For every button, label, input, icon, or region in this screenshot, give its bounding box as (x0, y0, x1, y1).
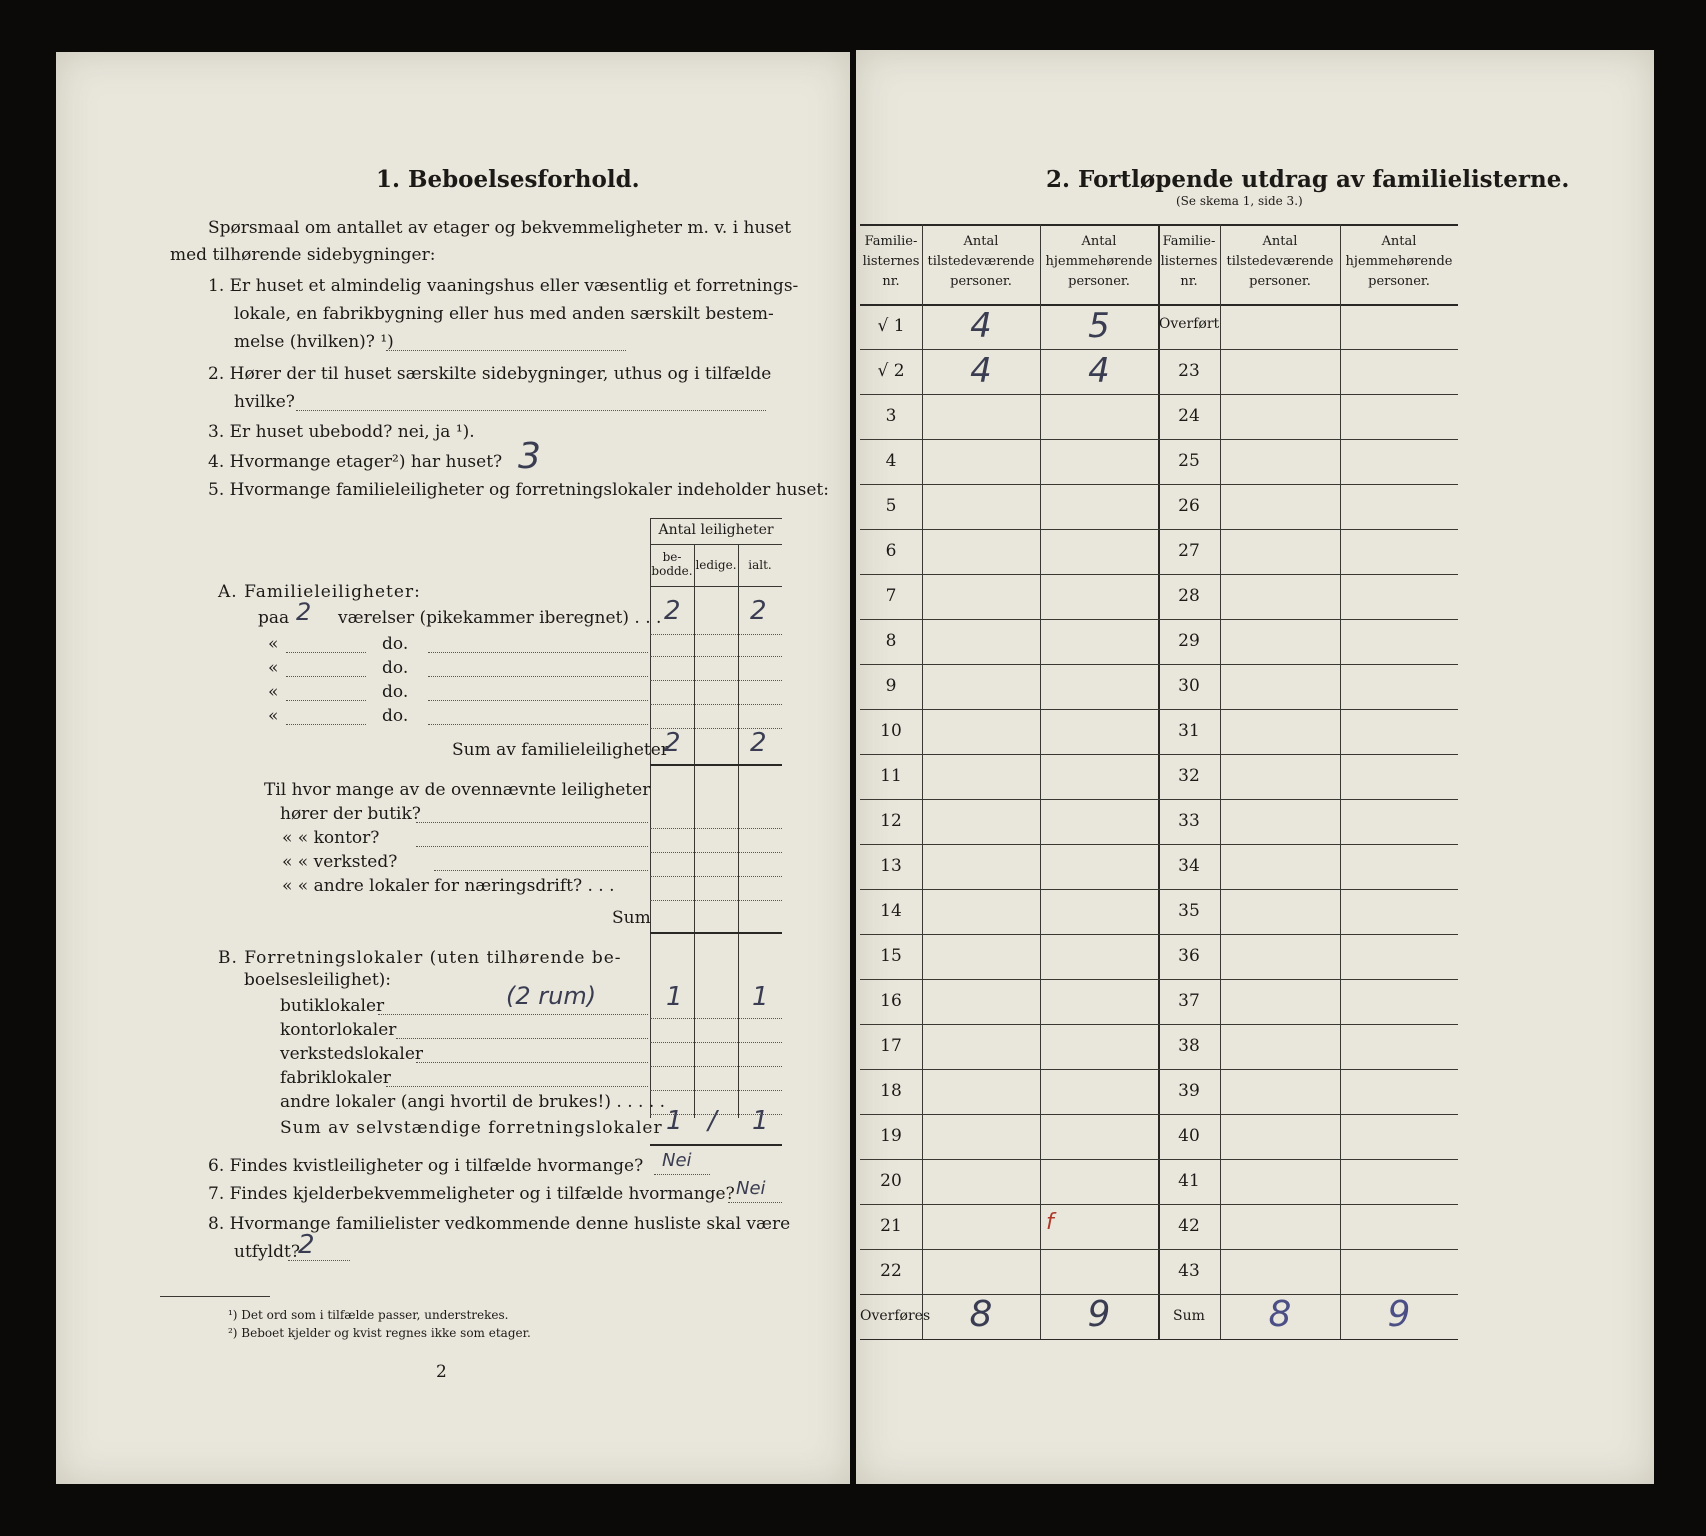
col-ledige: ledige. (695, 558, 737, 572)
b-row-2-rule (650, 1042, 782, 1043)
register-row-nr2: 30 (1178, 676, 1200, 696)
intro-line-2: med tilhørende sidebygninger: (170, 245, 436, 265)
register-row-nr2: 24 (1178, 406, 1200, 426)
sum-selv-ialt: 1 (752, 1106, 769, 1136)
row3-rule (650, 680, 782, 681)
question-2-line-2: hvilke? (234, 392, 295, 412)
b-kontor-label: kontorlokaler (280, 1020, 397, 1040)
b-verksted-leader (416, 1062, 648, 1063)
register-row-rule (860, 664, 1458, 665)
register-row-nr2: 33 (1178, 811, 1200, 831)
section-2-title: 2. Fortløpende utdrag av familielisterne. (1046, 166, 1570, 193)
page-number: 2 (436, 1362, 447, 1382)
b-row-4-rule (650, 1090, 782, 1091)
b-row-3-rule (650, 1066, 782, 1067)
register-row-nr2: 31 (1178, 721, 1200, 741)
do-row-1-quote: « (268, 634, 279, 654)
register-row-present: 4 (970, 306, 992, 346)
register-row-nr: 14 (880, 901, 902, 921)
register-row-nr: √ 1 (877, 316, 905, 336)
register-row-nr2: 43 (1178, 1261, 1200, 1281)
register-header-2: Antal tilstedeværende personer. (927, 234, 1035, 289)
register-row-rule (860, 934, 1458, 935)
register-row-nr2: 25 (1178, 451, 1200, 471)
table-col-divider-2 (738, 544, 739, 1118)
register-col-divider-4 (1220, 224, 1221, 1339)
register-row-nr: 7 (885, 586, 897, 606)
answer-q8: 2 (298, 1230, 315, 1260)
register-row-rule (860, 439, 1458, 440)
register-row-nr2: 36 (1178, 946, 1200, 966)
row4-rule (650, 704, 782, 705)
register-header-5: Antal tilstedeværende personer. (1226, 234, 1334, 289)
do-row-3-quote: « (268, 682, 279, 702)
answer-q7: Nei (736, 1178, 766, 1199)
register-row-nr: 22 (880, 1261, 902, 1281)
left-page (56, 52, 850, 1484)
register-header-4: Familie- listernes nr. (1160, 234, 1218, 289)
table-subheader-rule (650, 544, 782, 545)
register-row-rule (860, 1024, 1458, 1025)
register-row-nr: 8 (885, 631, 897, 651)
question-6: 6. Findes kvistleiligheter og i tilfælde hvormange? (208, 1156, 644, 1176)
section-b-title-2: boelsesleilighet): (244, 970, 392, 990)
till-line-4: « « verksted? (282, 852, 398, 872)
till-line-1: Til hvor mange av de ovennævnte leiligheter (264, 780, 651, 800)
question-3: 3. Er huset ubebodd? nei, ja ¹). (208, 422, 475, 442)
question-2-line-1: 2. Hører der til huset særskilte sidebygninger, uthus og i tilfælde (208, 364, 772, 384)
right-page (856, 50, 1654, 1484)
answer-line-q1 (386, 350, 626, 351)
do-row-3-blank (286, 700, 366, 701)
register-bottom-rule (860, 1339, 1458, 1340)
register-header-1: Familie- listernes nr. (862, 234, 920, 289)
question-5: 5. Hvormange familieleiligheter og forretningslokaler indeholder huset: (208, 480, 829, 500)
rooms-value: 2 (296, 598, 312, 626)
till-row-3-rule (650, 876, 782, 877)
do-row-2: do. (382, 658, 409, 678)
sum-family-label: Sum av familieleiligheter (452, 740, 669, 760)
sum-family-ialt: 2 (750, 728, 767, 758)
register-row-home: 5 (1088, 306, 1110, 346)
register-col-divider-2 (1040, 224, 1041, 1339)
till-row-4-rule (650, 900, 782, 901)
register-row-rule (860, 484, 1458, 485)
register-col-divider-1 (922, 224, 923, 1339)
till-line-2: hører der butik? (280, 804, 421, 824)
register-row-nr2: 27 (1178, 541, 1200, 561)
sum-family-rule (650, 764, 782, 766)
do-row-4-quote: « (268, 706, 279, 726)
register-row-home: 4 (1088, 351, 1110, 391)
footnote-1: ¹) Det ord som i tilfælde passer, understrekes. (228, 1308, 509, 1322)
register-row-nr2: 29 (1178, 631, 1200, 651)
register-row-rule (860, 1069, 1458, 1070)
do-row-2-leader (428, 676, 648, 677)
register-row-rule (860, 844, 1458, 845)
table-header-bottom-rule (650, 586, 782, 587)
sum-selv-bebodde: 1 (666, 1106, 683, 1136)
register-row-rule (860, 394, 1458, 395)
b-butik-note: (2 rum) (506, 982, 597, 1010)
register-row-nr2: 40 (1178, 1126, 1200, 1146)
register-row-nr2: 38 (1178, 1036, 1200, 1056)
section-1-title: 1. Beboelsesforhold. (376, 166, 640, 193)
question-1-line-2: lokale, en fabrikbygning eller hus med anden særskilt bestem- (234, 304, 774, 324)
till-line-5: « « andre lokaler for næringsdrift? . . . (282, 876, 615, 896)
register-row-rule (860, 979, 1458, 980)
register-row-rule (860, 799, 1458, 800)
till-line-3: « « kontor? (282, 828, 380, 848)
b-butik-bebodde: 1 (666, 982, 683, 1012)
do-row-4: do. (382, 706, 409, 726)
register-row-nr2: 28 (1178, 586, 1200, 606)
till-line-3-leader (416, 846, 648, 847)
register-row-nr: 11 (880, 766, 902, 786)
do-row-1: do. (382, 634, 409, 654)
question-4: 4. Hvormange etager²) har huset? (208, 452, 503, 472)
register-row-rule (860, 754, 1458, 755)
do-row-3-leader (428, 700, 648, 701)
register-row-nr: 13 (880, 856, 902, 876)
register-row-nr: 12 (880, 811, 902, 831)
b-kontor-leader (396, 1038, 648, 1039)
b-butik-leader (378, 1014, 648, 1015)
row1-ialt: 2 (750, 596, 767, 626)
b-butik-label: butiklokaler (280, 996, 385, 1016)
table-col-divider-1 (694, 544, 695, 1118)
register-row-rule (860, 1249, 1458, 1250)
row1-rule (650, 634, 782, 635)
section-a-title: A. Familieleiligheter: (218, 582, 421, 602)
overfores-present: 8 (969, 1294, 993, 1335)
register-row-nr: 19 (880, 1126, 902, 1146)
register-row-rule (860, 1159, 1458, 1160)
register-row-rule (860, 574, 1458, 575)
row2-rule (650, 656, 782, 657)
register-row-rule (860, 709, 1458, 710)
register-row-nr: 20 (880, 1171, 902, 1191)
sum-present: 8 (1268, 1294, 1292, 1335)
register-row-rule (860, 889, 1458, 890)
register-row-nr2: 34 (1178, 856, 1200, 876)
row1-bebodde: 2 (664, 596, 681, 626)
answer-q6: Nei (662, 1150, 692, 1171)
answer-q4: 3 (518, 436, 541, 477)
register-row-nr: 4 (885, 451, 897, 471)
question-8-line-1: 8. Hvormange familielister vedkommende denne husliste skal være (208, 1214, 791, 1234)
b-verksted-label: verkstedslokaler (280, 1044, 424, 1064)
till-line-4-leader (434, 870, 648, 871)
answer-line-q2 (296, 410, 766, 411)
do-row-1-blank (286, 652, 366, 653)
do-row-4-leader (428, 724, 648, 725)
register-row-rule (860, 619, 1458, 620)
register-row-nr2: 26 (1178, 496, 1200, 516)
register-row-nr: 3 (885, 406, 897, 426)
question-7: 7. Findes kjelderbekvemmeligheter og i tilfælde hvormange? (208, 1184, 735, 1204)
question-1-line-3: melse (hvilken)? ¹) (234, 332, 394, 352)
register-row22-mark: f (1046, 1210, 1054, 1235)
do-row-4-blank (286, 724, 366, 725)
b-fabrik-label: fabriklokaler (280, 1068, 391, 1088)
section-2-subtitle: (Se skema 1, side 3.) (1176, 194, 1303, 208)
register-row-nr: 16 (880, 991, 902, 1011)
register-row-rule (860, 1204, 1458, 1205)
answer-line-q6 (654, 1174, 710, 1175)
till-row-1-rule (650, 828, 782, 829)
sum-home: 9 (1387, 1294, 1411, 1335)
col-ialt: ialt. (748, 558, 772, 572)
answer-line-q8 (288, 1260, 350, 1261)
register-row-nr2: 42 (1178, 1216, 1200, 1236)
table-top-rule (650, 518, 782, 519)
register-row-nr2: 41 (1178, 1171, 1200, 1191)
register-row-nr: 15 (880, 946, 902, 966)
answer-line-q7 (728, 1202, 782, 1203)
register-row-nr: 10 (880, 721, 902, 741)
do-row-3: do. (382, 682, 409, 702)
table-header: Antal leiligheter (658, 522, 774, 538)
footnote-rule (160, 1296, 270, 1297)
register-row-nr: 17 (880, 1036, 902, 1056)
register-row-rule (860, 1114, 1458, 1115)
question-1-line-1: 1. Er huset et almindelig vaaningshus eller væsentlig et forretnings- (208, 276, 799, 296)
till-line-2-leader (416, 822, 648, 823)
register-row-nr: √ 2 (877, 361, 905, 381)
register-row-nr: 18 (880, 1081, 902, 1101)
rooms-label: værelser (pikekammer iberegnet) . . . (338, 608, 662, 628)
sum-selv-rule (650, 1144, 782, 1146)
register-row-nr: 6 (885, 541, 897, 561)
register-row-nr2: 23 (1178, 361, 1200, 381)
register-row-nr2: 37 (1178, 991, 1200, 1011)
do-row-1-leader (428, 652, 648, 653)
overfores-home: 9 (1087, 1294, 1111, 1335)
sum-selv-ledige: / (708, 1106, 717, 1136)
register-row-rule (860, 349, 1458, 350)
register-row-nr2: 35 (1178, 901, 1200, 921)
rooms-row-label: paa (258, 608, 290, 628)
register-header-3: Antal hjemmehørende personer. (1045, 234, 1153, 289)
register-row-nr: 9 (885, 676, 897, 696)
sum-rule (650, 932, 782, 934)
intro-line-1: Spørsmaal om antallet av etager og bekvemmeligheter m. v. i huset (208, 218, 792, 238)
b-fabrik-leader (386, 1086, 648, 1087)
sum-label: Sum (612, 908, 651, 928)
register-header-6: Antal hjemmehørende personer. (1345, 234, 1453, 289)
section-b-title-1: B. Forretningslokaler (uten tilhørende be- (218, 948, 622, 968)
sum-selv-label: Sum av selvstændige forretningslokaler (280, 1118, 663, 1138)
b-andre-label: andre lokaler (angi hvortil de brukes!) . . . . . (280, 1092, 666, 1112)
overfores-label: Overføres (860, 1308, 931, 1324)
question-8-line-2: utfyldt? (234, 1242, 300, 1262)
sum-family-bebodde: 2 (664, 728, 681, 758)
register-row-present: 4 (970, 351, 992, 391)
sum-label-right: Sum (1173, 1308, 1205, 1324)
do-row-2-quote: « (268, 658, 279, 678)
register-row-nr: 5 (885, 496, 897, 516)
register-row-nr: 21 (880, 1216, 902, 1236)
register-row-nr2: 39 (1178, 1081, 1200, 1101)
b-row-1-rule (650, 1018, 782, 1019)
register-col-divider-5 (1340, 224, 1341, 1339)
footnote-2: ²) Beboet kjelder og kvist regnes ikke som etager. (228, 1326, 531, 1340)
col-bebodde: be- bodde. (651, 550, 693, 578)
till-row-2-rule (650, 852, 782, 853)
register-row-rule (860, 529, 1458, 530)
register-row-nr2: 32 (1178, 766, 1200, 786)
b-butik-ialt: 1 (752, 982, 769, 1012)
do-row-2-blank (286, 676, 366, 677)
register-row-nr2: Overført (1158, 316, 1220, 332)
